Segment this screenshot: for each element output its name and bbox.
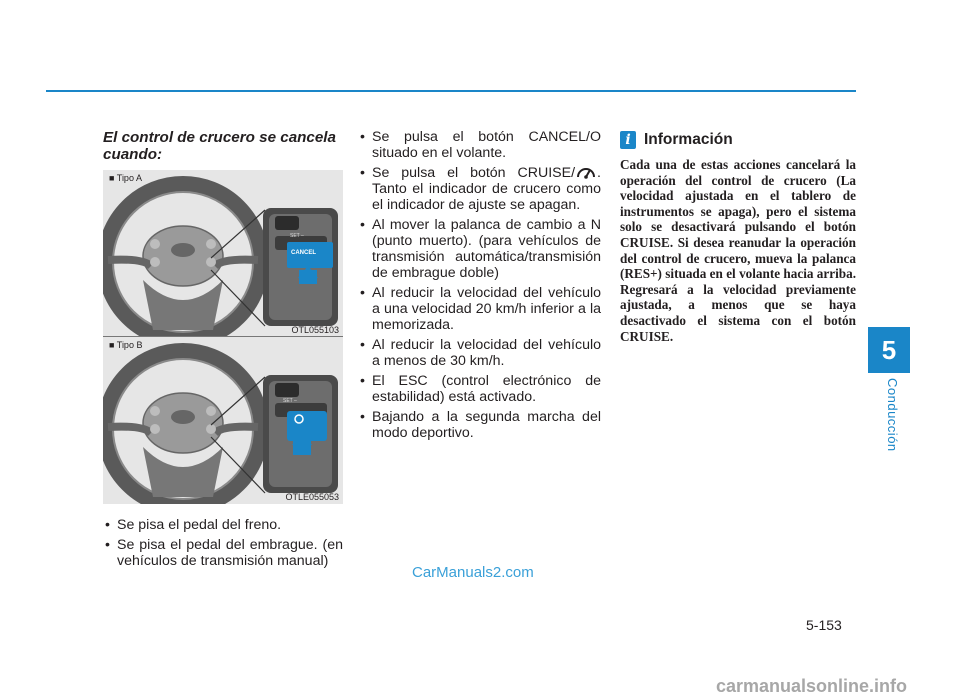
figure-b-code: OTLE055053 xyxy=(285,492,339,502)
chapter-name-label: Conducción xyxy=(885,378,900,452)
left-bullet-list xyxy=(103,517,343,573)
column-left xyxy=(103,129,343,163)
watermark-link[interactable]: CarManuals2.com xyxy=(412,564,534,581)
list-item: • Se pisa el pedal del embrague. (en vehículos de transmisión manual) xyxy=(103,537,343,569)
list-item: • Se pulsa el botón CANCEL/O situado en el volante. xyxy=(358,129,601,161)
footer-watermark[interactable]: carmanualsonline.info xyxy=(716,676,908,696)
cruise-bullet-continuation: Tanto el indicador de crucero como el indicador de ajuste se apagan. xyxy=(372,181,601,213)
cruise-speedometer-icon xyxy=(575,165,597,179)
figure-a-code: OTL055103 xyxy=(291,325,339,335)
cruise-bullet-prefix: Se pulsa el botón CRUISE/ xyxy=(372,165,576,181)
set-label-b: SET – xyxy=(283,398,297,404)
info-title: Información xyxy=(644,131,733,148)
list-item xyxy=(358,165,601,213)
cruise-bullet-suffix: . xyxy=(597,165,601,181)
cancel-button-label: CANCEL xyxy=(291,250,316,256)
list-item: • El ESC (control electrónico de estabilidad) está activado. xyxy=(358,373,601,405)
list-item: • Al reducir la velocidad del vehículo a una velocidad 20 km/h inferior a la memorizada. xyxy=(358,285,601,333)
steering-wheel-illustration-b xyxy=(103,337,343,504)
page-number: 5-153 xyxy=(806,617,842,633)
figure-type-a xyxy=(103,170,343,337)
set-label-a: SET – xyxy=(290,233,304,239)
list-item: • Bajando a la segunda marcha del modo deportivo. xyxy=(358,409,601,441)
header-rule xyxy=(46,90,856,92)
figure-a-label: ■ Tipo A xyxy=(109,173,142,183)
info-icon: i xyxy=(620,131,636,149)
figure-b-label: ■ Tipo B xyxy=(109,340,143,350)
info-header xyxy=(620,131,856,149)
section-heading: El control de crucero se cancela cuando: xyxy=(103,129,336,163)
list-item: • Al reducir la velocidad del vehículo a menos de 30 km/h. xyxy=(358,337,601,369)
list-item: • Al mover la palanca de cambio a N (punto muerto). (para vehículos de transmisión automática/transmisión de embrague doble) xyxy=(358,217,601,281)
figure-type-b xyxy=(103,337,343,504)
info-body: Cada una de estas acciones cancelará la operación del control de crucero (La velocidad ajustada en el tablero de instrumentos se apaga), pero el sistema solo se desactivará pulsando el botón CRUISE. Si desea reanudar la operación del control de crucero, mueva la palanca (RES+) situada en el volante hacia arriba. Regresará a la velocidad previamente ajustada, a menos que se haya desactivado el sistema con el botón CRUISE. xyxy=(620,157,856,344)
chapter-number-tab[interactable]: 5 xyxy=(868,327,910,373)
column-right-info-box xyxy=(620,131,856,344)
list-item: • Se pisa el pedal del freno. xyxy=(103,517,343,533)
column-middle xyxy=(358,129,601,445)
